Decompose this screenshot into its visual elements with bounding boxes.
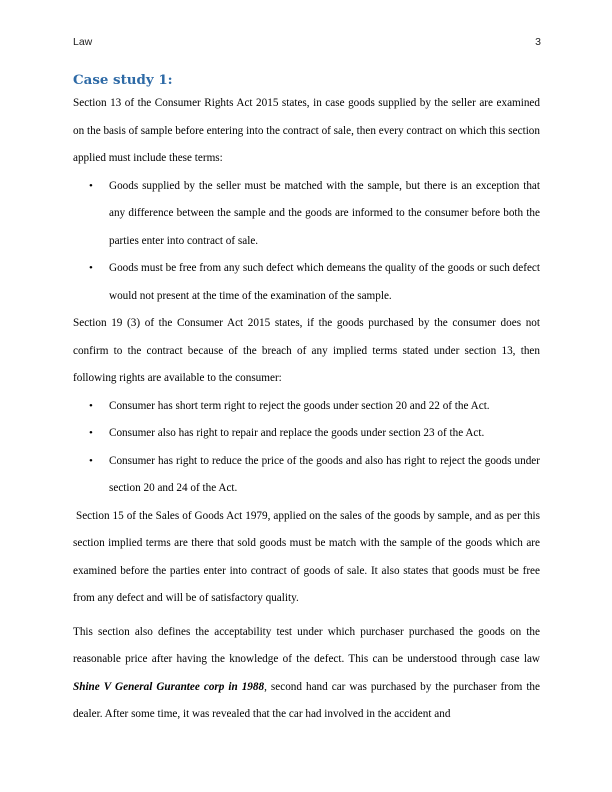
page-number: 3: [535, 36, 541, 48]
bullet-icon: •: [89, 454, 93, 467]
bullet-list-terms: [73, 173, 540, 311]
list-item-text: Consumer has short term right to reject the goods under section 20 and 22 of the Act.: [109, 399, 490, 412]
case-name: Shine V General Gurantee corp in 1988: [73, 680, 265, 693]
list-item-text: Goods supplied by the seller must be matched with the sample, but there is an exception that any difference between the sample and the goods are informed to the consumer before both the parties enter into contract of sale.: [109, 179, 540, 247]
list-item: [73, 420, 540, 448]
bullet-icon: •: [89, 427, 93, 439]
paragraph-text: This section also defines the acceptability test under which purchaser purchased the goods on the reasonable price after having the knowledge of the defect. This can be understood through case law: [73, 625, 540, 665]
paragraph-section-19: Section 19 (3) of the Consumer Act 2015 states, if the goods purchased by the consumer does not confirm to the contract because of the breach of any implied terms stated under section 13, then following rights are available to the consumer:: [73, 317, 540, 384]
bullet-icon: •: [89, 262, 93, 274]
list-item: [73, 173, 540, 256]
bullet-icon: •: [89, 179, 93, 192]
section-heading: Case study 1:: [73, 72, 173, 88]
paragraph-acceptability-test: [73, 619, 540, 729]
list-item: [73, 448, 540, 503]
list-item-text: Consumer also has right to repair and replace the goods under section 23 of the Act.: [109, 427, 485, 439]
document-body: [73, 70, 543, 729]
list-item: [73, 393, 540, 421]
paragraph-section-13: Section 13 of the Consumer Rights Act 2015 states, in case goods supplied by the seller are examined on the basis of sample before entering into the contract of sale, then every contract on which this section applied must include these terms:: [73, 97, 540, 164]
list-item: [73, 255, 540, 310]
paragraph-text: , second hand car was purchased by the purchaser from the dealer. After some time, it was revealed that the car had involved in the accident and: [73, 680, 540, 720]
paragraph-section-15: Section 15 of the Sales of Goods Act 1979, applied on the sales of the goods by sample, and as per this section implied terms are there that sold goods must be match with the sample of the goods which are examined before the parties enter into contract of goods of sale. It also states that goods must be free from any defect and will be of satisfactory quality.: [73, 509, 543, 604]
list-item-text: Goods must be free from any such defect which demeans the quality of the goods or such defect would not present at the time of the examination of the sample.: [109, 262, 540, 302]
list-item-text: Consumer has right to reduce the price of the goods and also has right to reject the goods under section 20 and 24 of the Act.: [109, 454, 540, 494]
bullet-icon: •: [89, 399, 93, 412]
running-header-title: Law: [73, 36, 93, 48]
bullet-list-rights: [73, 393, 540, 503]
